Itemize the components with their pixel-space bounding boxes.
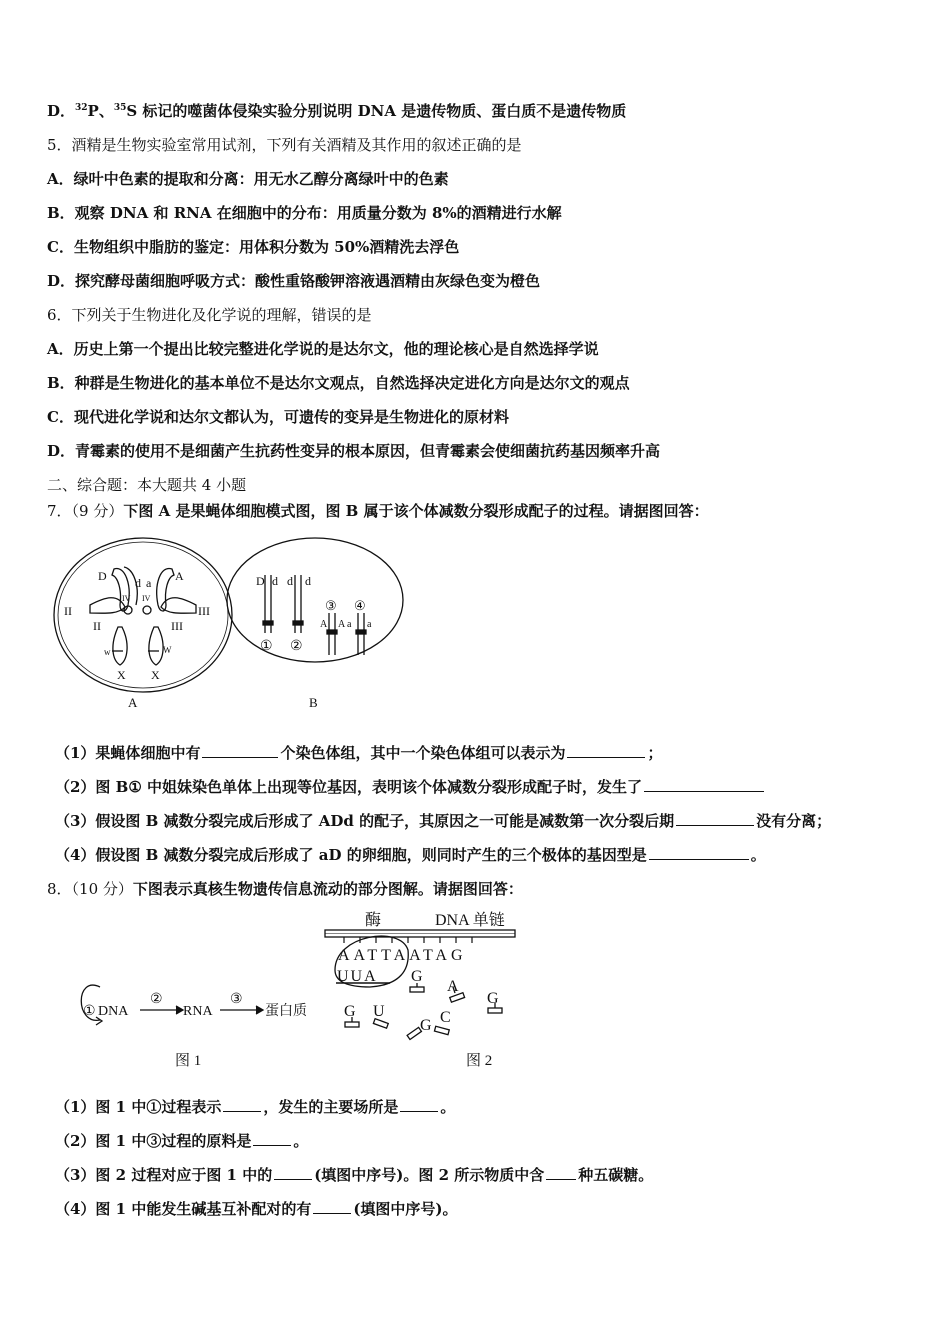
label-b-c2: ② [290,639,303,654]
blank[interactable] [567,743,645,758]
fig2-free-u: U [373,1003,385,1020]
chromosome-iv-right [143,606,151,614]
label-a-II-inner: II [93,619,101,633]
label-a-IV-right: IV [142,594,151,603]
label-b-c3: ③ [325,598,337,613]
label-a-X-left: X [117,668,126,682]
blank[interactable] [223,1097,261,1112]
chromosome-ii-left-upper [112,568,129,611]
q5-option-c: C．生物组织中脂肪的鉴定：用体积分数为 50%酒精洗去浮色 [47,238,460,256]
figure-label-a: A [128,695,138,710]
label-a-IV-left: IV [122,594,131,603]
label-a-w: w [104,647,111,657]
label-a-a: a [146,576,152,590]
fig1-rna: RNA [183,1004,213,1019]
q7-sub2: （2）图 B① 中姐妹染色单体上出现等位基因，表明该个体减数分裂形成配子时，发生了 [55,777,766,797]
blank[interactable] [649,845,749,860]
q6-option-d: D．青霉素的使用不是细菌产生抗药性变异的根本原因，但青霉素会使细菌抗药基因频率升高 [47,442,661,460]
label-a-III-inner: III [171,619,183,633]
label-a-W: W [163,645,172,655]
section-title: 二、综合题：本大题共 4 小题 [47,476,247,494]
label-b-d1: d [272,574,278,588]
label-b-d2: d [287,574,293,588]
q6-option-a: A．历史上第一个提出比较完整进化学说的是达尔文，他的理论核心是自然选择学说 [47,340,599,358]
chromosome-iii-right-upper [157,568,174,611]
q5-option-a: A．绿叶中色素的提取和分离：用无水乙醇分离绿叶中的色素 [47,170,449,188]
label-b-a1: a [347,619,352,630]
fig2-rna-made: UUA [337,968,378,985]
fig2-enzyme: 酶 [365,912,382,929]
fig1-circle1: ① [83,1004,96,1019]
blank[interactable] [546,1165,576,1180]
q6-option-c: C．现代进化学说和达尔文都认为，可遗传的变异是生物进化的原材料 [47,408,509,426]
q8-stem: 8．（10 分）下图表示真核生物遗传信息流动的部分图解。请据图回答： [47,880,523,898]
blank[interactable] [202,743,278,758]
q7-sub3: （3）假设图 B 减数分裂完成后形成了 ADd 的配子，其原因之一可能是减数第一次分裂后期 没有分离； [55,812,832,830]
label-a-d: d [135,576,141,590]
chromosome-x-left [113,627,127,665]
q5-option-b: B．观察 DNA 和 RNA 在细胞中的分布：用质量分数为 8%的酒精进行水解 [47,204,562,222]
label-a-II-outer: II [64,604,72,618]
fig2-free-c: C [440,1009,451,1026]
label-b-A2: A [338,619,346,630]
fig2-free-g2: G [487,990,499,1007]
blank[interactable] [253,1131,291,1146]
blank[interactable] [400,1097,438,1112]
blank[interactable] [313,1199,351,1214]
fig2-free-a: A [447,978,459,995]
fig2-free-g4: G [420,1017,432,1034]
label-b-d3: d [305,574,311,588]
q7-sub4: （4）假设图 B 减数分裂完成后形成了 aD 的卵细胞，则同时产生的三个极体的基因型是 。 [55,846,766,864]
label-b-c1: ① [260,639,273,654]
label-a-A: A [175,569,184,583]
q7-figure [50,535,410,715]
q8-figure [70,905,530,1075]
fig2-caption: 图 2 [466,1053,493,1069]
fig1-circle3: ③ [230,992,243,1007]
label-b-a2: a [367,619,372,630]
label-a-D: D [98,569,107,583]
q4-option-d: D．$^{32}$P、$^{35}$S 标记的噬菌体侵染实验分别说明 DNA 是遗传物质、蛋白质不是遗传物质 [47,102,627,120]
fig1-caption: 图 1 [175,1053,202,1069]
label-b-A1: A [320,619,328,630]
q6-stem: 6．下列关于生物进化及化学说的理解，错误的是 [47,306,372,324]
label-a-X-right: X [151,668,160,682]
fig2-template: AATTAATAG [338,947,467,964]
label-a-III-outer: III [198,604,210,618]
q6-option-b: B．种群是生物进化的基本单位不是达尔文观点，自然选择决定进化方向是达尔文的观点 [47,374,630,392]
fig2-dna-strand: DNA 单链 [435,912,505,929]
q8-sub4: （4）图 1 中能发生碱基互补配对的有 (填图中序号)。 [55,1200,458,1218]
chromosome-x-right [149,627,163,665]
fig2-free-g3: G [344,1003,356,1020]
label-b-c4: ④ [354,598,366,613]
blank[interactable] [644,777,764,792]
q7-stem: 7．（9 分）下图 A 是果蝇体细胞模式图，图 B 属于该个体减数分裂形成配子的过程。请据图回答： [47,502,709,520]
q8-sub3: （3）图 2 过程对应于图 1 中的 (填图中序号)。图 2 所示物质中含 种五碳糖。 [55,1166,654,1184]
label-b-D: D [256,574,265,588]
fig1-dna: DNA [98,1004,129,1019]
q7-sub1: （1）果蝇体细胞中有 个染色体组，其中一个染色体组可以表示为 ； [55,744,663,762]
figure-label-b: B [309,695,318,710]
blank[interactable] [676,811,754,826]
fig2-free-g1: G [411,968,423,985]
q8-sub1: （1）图 1 中①过程表示 ，发生的主要场所是 。 [55,1098,456,1116]
fig1-protein: 蛋白质 [265,1004,307,1019]
blank[interactable] [274,1165,312,1180]
q5-stem: 5．酒精是生物实验室常用试剂，下列有关酒精及其作用的叙述正确的是 [47,136,522,154]
cell-b-membrane [227,538,403,662]
q8-sub2: （2）图 1 中③过程的原料是 。 [55,1132,309,1150]
fig1-circle2: ② [150,992,163,1007]
q5-option-d: D．探究酵母菌细胞呼吸方式：酸性重铬酸钾溶液遇酒精由灰绿色变为橙色 [47,272,541,290]
